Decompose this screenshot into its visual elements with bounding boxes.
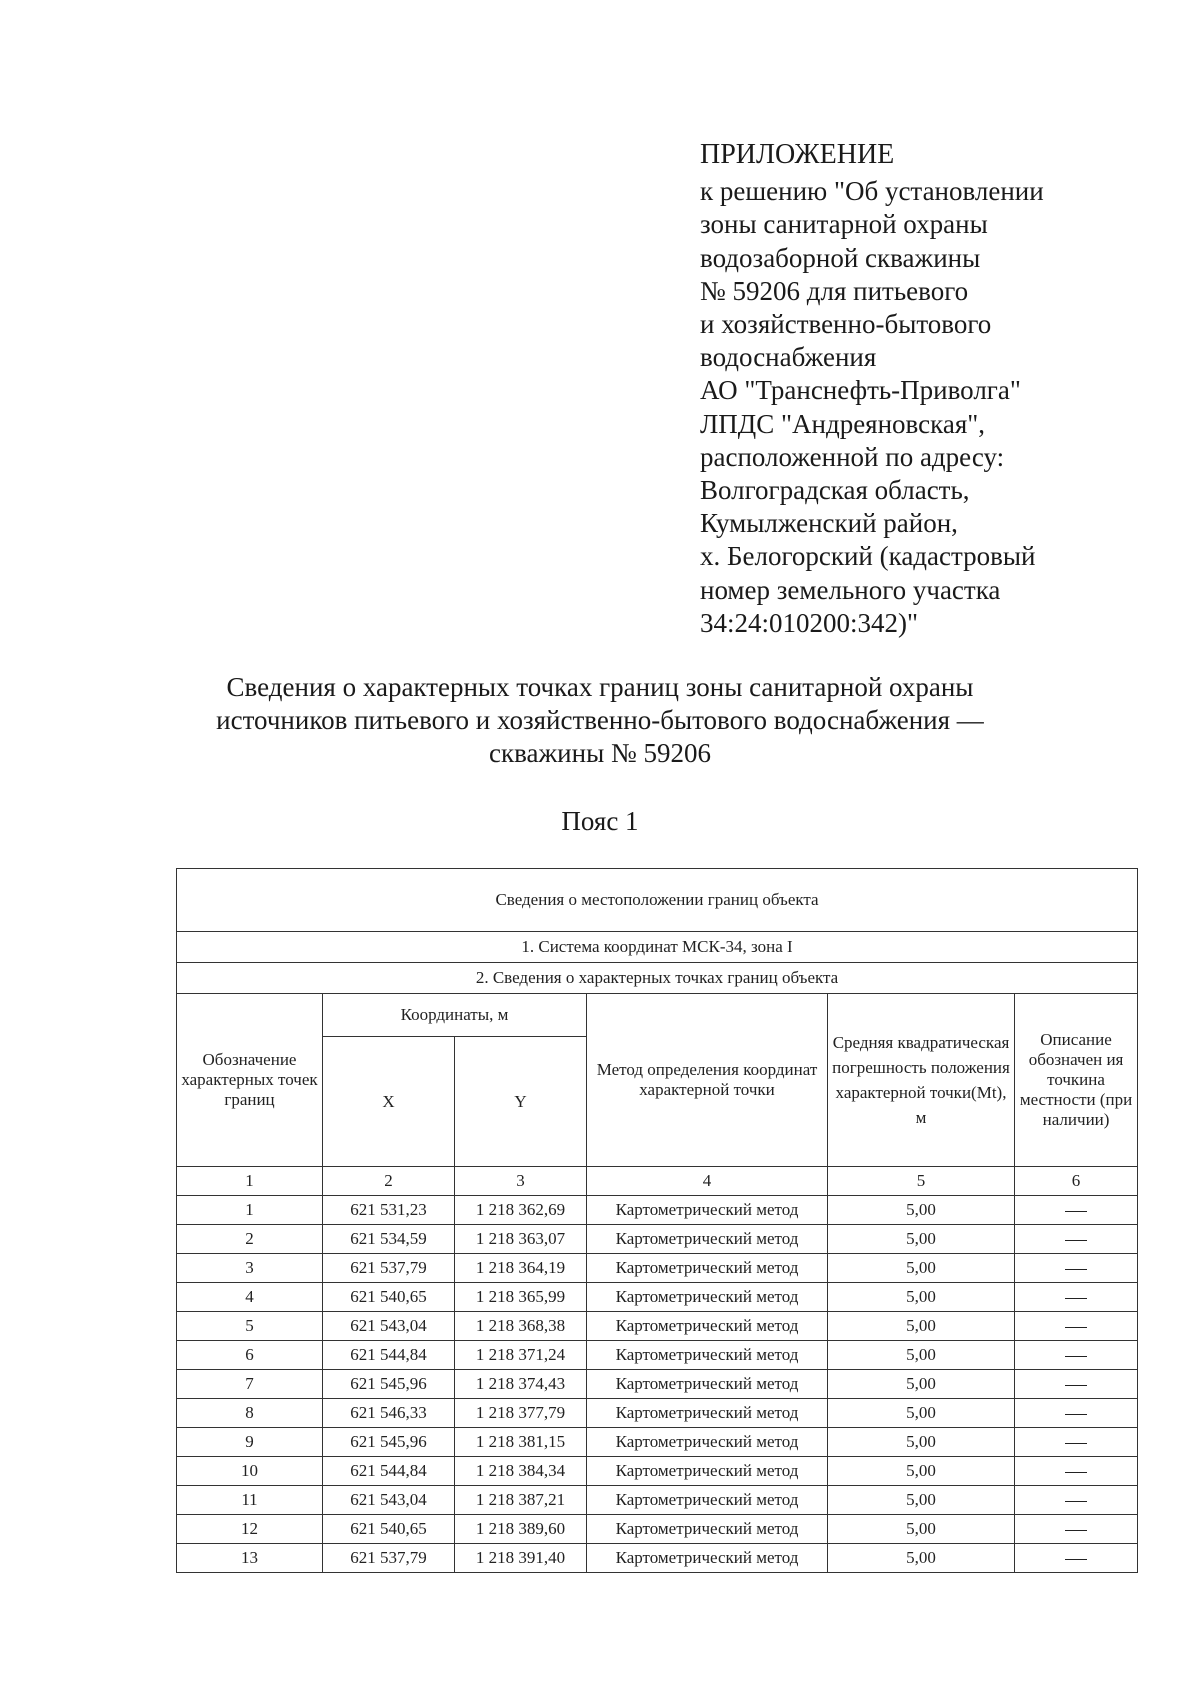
location-info-text: Сведения о местоположении границ объекта	[495, 890, 819, 909]
coord-system-row	[177, 932, 1138, 963]
dash-mark	[1065, 1298, 1087, 1299]
point-accuracy: 5,00	[828, 1399, 1015, 1428]
point-accuracy: 5,00	[828, 1312, 1015, 1341]
annex-lines	[700, 175, 1180, 640]
point-accuracy: 5,00	[828, 1254, 1015, 1283]
point-method: Картометрический метод	[587, 1544, 828, 1573]
point-accuracy: 5,00	[828, 1370, 1015, 1399]
point-description	[1015, 1428, 1138, 1457]
location-info-cell	[177, 869, 1138, 932]
column-number: 2	[323, 1167, 455, 1196]
point-description	[1015, 1283, 1138, 1312]
point-x: 621 546,33	[323, 1399, 455, 1428]
point-accuracy: 5,00	[828, 1544, 1015, 1573]
point-number: 1	[177, 1196, 323, 1225]
header-row-1	[177, 994, 1138, 1037]
dash-mark	[1065, 1559, 1087, 1560]
point-accuracy: 5,00	[828, 1341, 1015, 1370]
header-y: Y	[455, 1037, 587, 1167]
point-y: 1 218 377,79	[455, 1399, 587, 1428]
point-accuracy: 5,00	[828, 1486, 1015, 1515]
table-row	[177, 1457, 1138, 1486]
table-row	[177, 1283, 1138, 1312]
dash-mark	[1065, 1472, 1087, 1473]
annex-line: х. Белогорский (кадастровый	[700, 541, 1036, 572]
point-y: 1 218 384,34	[455, 1457, 587, 1486]
dash-mark	[1065, 1530, 1087, 1531]
annex-title: ПРИЛОЖЕНИЕ	[700, 139, 895, 170]
point-y: 1 218 363,07	[455, 1225, 587, 1254]
point-description	[1015, 1196, 1138, 1225]
table-row	[177, 1254, 1138, 1283]
annex-line: № 59206 для питьевого	[700, 275, 969, 306]
table-row	[177, 1515, 1138, 1544]
table-row	[177, 1341, 1138, 1370]
column-number: 1	[177, 1167, 323, 1196]
dash-mark	[1065, 1327, 1087, 1328]
point-number: 8	[177, 1399, 323, 1428]
header-accuracy: Средняя квадратическая погрешность положения характерной точки(Mt), м	[828, 994, 1015, 1167]
point-number: 11	[177, 1486, 323, 1515]
dash-mark	[1065, 1240, 1087, 1241]
point-accuracy: 5,00	[828, 1196, 1015, 1225]
point-number: 10	[177, 1457, 323, 1486]
point-method: Картометрический метод	[587, 1283, 828, 1312]
zone-title: Пояс 1	[561, 806, 639, 836]
table-row	[177, 1399, 1138, 1428]
point-x: 621 544,84	[323, 1457, 455, 1486]
annex-line: водозаборной скважины	[700, 242, 981, 273]
point-accuracy: 5,00	[828, 1457, 1015, 1486]
annex-line: номер земельного участка	[700, 574, 1001, 605]
point-accuracy: 5,00	[828, 1428, 1015, 1457]
point-x: 621 534,59	[323, 1225, 455, 1254]
annex-block	[700, 138, 1180, 640]
annex-line: и хозяйственно-бытового	[700, 309, 992, 340]
point-description	[1015, 1370, 1138, 1399]
point-y: 1 218 371,24	[455, 1341, 587, 1370]
annex-line: 34:24:010200:342)"	[700, 607, 919, 638]
location-info-row	[177, 869, 1138, 932]
heading-line: источников питьевого и хозяйственно-бытового водоснабжения —	[216, 705, 984, 735]
point-method: Картометрический метод	[587, 1515, 828, 1544]
point-description	[1015, 1341, 1138, 1370]
dash-mark	[1065, 1443, 1087, 1444]
point-y: 1 218 368,38	[455, 1312, 587, 1341]
point-y: 1 218 387,21	[455, 1486, 587, 1515]
point-description	[1015, 1399, 1138, 1428]
annex-line: водоснабжения	[700, 342, 877, 373]
header-method: Метод определения координат характерной точки	[587, 994, 828, 1167]
point-description	[1015, 1544, 1138, 1573]
point-method: Картометрический метод	[587, 1225, 828, 1254]
column-number: 5	[828, 1167, 1015, 1196]
point-method: Картометрический метод	[587, 1457, 828, 1486]
dash-mark	[1065, 1385, 1087, 1386]
point-y: 1 218 391,40	[455, 1544, 587, 1573]
point-number: 4	[177, 1283, 323, 1312]
annex-line: зоны санитарной охраны	[700, 209, 988, 240]
table-row	[177, 1196, 1138, 1225]
column-number: 4	[587, 1167, 828, 1196]
point-y: 1 218 362,69	[455, 1196, 587, 1225]
point-number: 2	[177, 1225, 323, 1254]
annex-line: расположенной по адресу:	[700, 441, 1005, 472]
point-x: 621 540,65	[323, 1515, 455, 1544]
document-heading	[150, 671, 1050, 770]
point-y: 1 218 364,19	[455, 1254, 587, 1283]
point-number: 7	[177, 1370, 323, 1399]
column-number: 3	[455, 1167, 587, 1196]
point-description	[1015, 1486, 1138, 1515]
table-row	[177, 1225, 1138, 1254]
point-method: Картометрический метод	[587, 1312, 828, 1341]
header-designation: Обозначение характерных точек границ	[177, 994, 323, 1167]
point-x: 621 531,23	[323, 1196, 455, 1225]
annex-line: Кумылженский район,	[700, 508, 958, 539]
header-coordinates: Координаты, м	[323, 994, 587, 1037]
points-info-cell: 2. Сведения о характерных точках границ объекта	[177, 963, 1138, 994]
table-row	[177, 1486, 1138, 1515]
point-x: 621 540,65	[323, 1283, 455, 1312]
dash-mark	[1065, 1414, 1087, 1415]
boundary-points-table	[176, 868, 1138, 1573]
points-info-row	[177, 963, 1138, 994]
table-row	[177, 1370, 1138, 1399]
point-x: 621 537,79	[323, 1254, 455, 1283]
dash-mark	[1065, 1211, 1087, 1212]
point-accuracy: 5,00	[828, 1225, 1015, 1254]
point-x: 621 537,79	[323, 1544, 455, 1573]
point-method: Картометрический метод	[587, 1428, 828, 1457]
header-x: X	[323, 1037, 455, 1167]
point-x: 621 543,04	[323, 1312, 455, 1341]
point-method: Картометрический метод	[587, 1486, 828, 1515]
point-number: 13	[177, 1544, 323, 1573]
annex-line: АО "Транснефть-Приволга"	[700, 375, 1021, 406]
point-method: Картометрический метод	[587, 1254, 828, 1283]
annex-line: ЛПДС "Андреяновская",	[700, 408, 986, 439]
point-x: 621 543,04	[323, 1486, 455, 1515]
point-method: Картометрический метод	[587, 1196, 828, 1225]
point-y: 1 218 365,99	[455, 1283, 587, 1312]
point-number: 3	[177, 1254, 323, 1283]
point-description	[1015, 1312, 1138, 1341]
point-description	[1015, 1254, 1138, 1283]
heading-line: Сведения о характерных точках границ зоны санитарной охраны	[226, 672, 974, 702]
point-number: 6	[177, 1341, 323, 1370]
table-row	[177, 1428, 1138, 1457]
table-row	[177, 1544, 1138, 1573]
header-description: Описание обозначен ия точкина местности (при наличии)	[1015, 994, 1138, 1167]
column-number-row	[177, 1167, 1138, 1196]
point-y: 1 218 389,60	[455, 1515, 587, 1544]
dash-mark	[1065, 1269, 1087, 1270]
point-y: 1 218 381,15	[455, 1428, 587, 1457]
point-y: 1 218 374,43	[455, 1370, 587, 1399]
table-row	[177, 1312, 1138, 1341]
dash-mark	[1065, 1356, 1087, 1357]
point-x: 621 545,96	[323, 1370, 455, 1399]
coord-system-cell: 1. Система координат МСК-34, зона I	[177, 932, 1138, 963]
point-accuracy: 5,00	[828, 1283, 1015, 1312]
heading-line: скважины № 59206	[489, 738, 711, 768]
annex-line: к решению "Об установлении	[700, 176, 1044, 207]
point-number: 9	[177, 1428, 323, 1457]
point-description	[1015, 1457, 1138, 1486]
point-method: Картометрический метод	[587, 1399, 828, 1428]
point-number: 12	[177, 1515, 323, 1544]
point-description	[1015, 1225, 1138, 1254]
point-method: Картометрический метод	[587, 1341, 828, 1370]
dash-mark	[1065, 1501, 1087, 1502]
annex-line: Волгоградская область,	[700, 475, 970, 506]
column-number: 6	[1015, 1167, 1138, 1196]
point-method: Картометрический метод	[587, 1370, 828, 1399]
point-x: 621 544,84	[323, 1341, 455, 1370]
point-x: 621 545,96	[323, 1428, 455, 1457]
point-accuracy: 5,00	[828, 1515, 1015, 1544]
point-description	[1015, 1515, 1138, 1544]
point-number: 5	[177, 1312, 323, 1341]
